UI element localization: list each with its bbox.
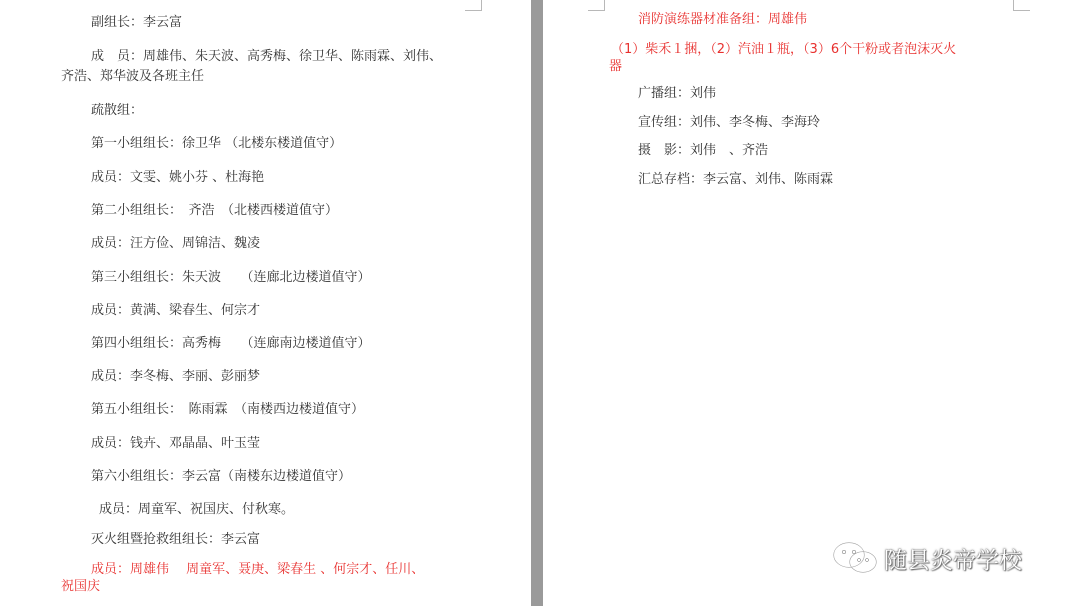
text-line: 宣传组：刘伟、李冬梅、李海玲 xyxy=(638,115,821,130)
text-line-highlight: 祝国庆 xyxy=(61,579,101,594)
watermark xyxy=(832,536,1022,580)
document-page-left xyxy=(0,0,531,606)
text-line: 第六小组组长：李云富（南楼东边楼道值守） xyxy=(91,469,352,484)
wechat-icon xyxy=(832,541,878,575)
text-line: 第二小组组长： 齐浩 （北楼西楼道值守） xyxy=(91,203,339,218)
text-line: 疏散组： xyxy=(91,103,144,118)
text-line: 广播组：刘伟 xyxy=(638,86,717,101)
page-corner-mark xyxy=(465,0,482,11)
text-line: 成员：文雯、姚小芬 、杜海艳 xyxy=(91,170,265,185)
text-line-highlight: 器 xyxy=(609,59,623,74)
text-line-highlight: 消防演练器材准备组：周雄伟 xyxy=(638,12,808,27)
watermark-text: 随县炎帝学校 xyxy=(884,547,1022,574)
document-page-right xyxy=(543,0,1080,606)
text-line-highlight: 成员：周雄伟 周童军、聂庚、梁春生 、何宗才、任川、 xyxy=(91,562,425,577)
text-line: 齐浩、郑华波及各班主任 xyxy=(61,69,205,84)
text-line: 副组长：李云富 xyxy=(91,15,183,30)
text-line: 第一小组组长：徐卫华 （北楼东楼道值守） xyxy=(91,136,343,151)
text-line: 灭火组暨抢救组组长：李云富 xyxy=(91,532,261,547)
page-corner-mark xyxy=(1013,0,1030,11)
text-line: 汇总存档：李云富、刘伟、陈雨霖 xyxy=(638,172,834,187)
text-line: 成 员：周雄伟、朱天波、高秀梅、徐卫华、陈雨霖、刘伟、 xyxy=(91,49,443,64)
text-line: 第三小组组长：朱天波 （连廊北边楼道值守） xyxy=(91,270,371,285)
text-line: 成员：李冬梅、李丽、彭丽梦 xyxy=(91,369,261,384)
text-line: 成员：周童军、祝国庆、付秋寒。 xyxy=(99,502,295,517)
text-line: 成员：钱卉、邓晶晶、叶玉莹 xyxy=(91,436,261,451)
text-line: 成员：黄满、梁春生、何宗才 xyxy=(91,303,261,318)
text-line: 第四小组组长：高秀梅 （连廊南边楼道值守） xyxy=(91,336,371,351)
page-corner-mark xyxy=(588,0,605,11)
text-line-highlight: （1）柴禾１捆，（2）汽油１瓶，（3）6个干粉或者泡沫灭火 xyxy=(611,42,957,57)
text-line: 第五小组组长： 陈雨霖 （南楼西边楼道值守） xyxy=(91,402,365,417)
text-line: 成员：汪方俭、周锦洁、魏凌 xyxy=(91,236,261,251)
text-line: 摄 影：刘伟 、齐浩 xyxy=(638,143,769,158)
